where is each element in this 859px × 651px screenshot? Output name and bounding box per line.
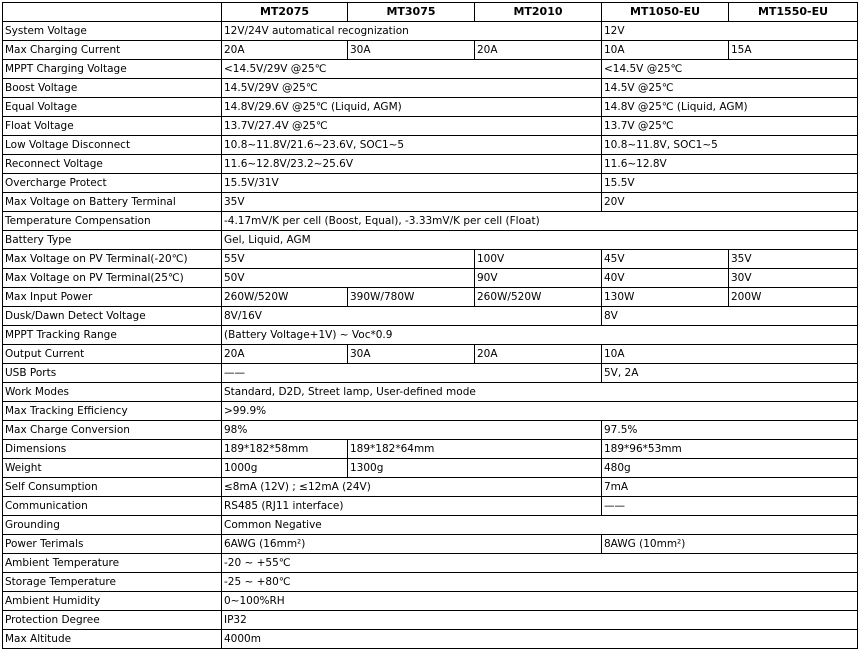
spec-value-cell: 10.8~11.8V/21.6~23.6V, SOC1~5 [222, 136, 602, 155]
spec-table-body [3, 3, 858, 649]
spec-value-cell: 7mA [602, 478, 858, 497]
spec-value-cell: 1300g [348, 459, 602, 478]
spec-value-cell: Common Negative [222, 516, 858, 535]
spec-value-cell: Standard, D2D, Street lamp, User-defined mode [222, 383, 858, 402]
spec-value-cell: 390W/780W [348, 288, 475, 307]
spec-value-cell: -20 ~ +55℃ [222, 554, 858, 573]
spec-row [3, 41, 858, 60]
spec-value-cell: 13.7V/27.4V @25℃ [222, 117, 602, 136]
spec-row [3, 136, 858, 155]
spec-value-cell: 20A [475, 345, 602, 364]
spec-value-cell: >99.9% [222, 402, 858, 421]
spec-value-cell: 10A [602, 41, 729, 60]
spec-value-cell: <14.5V @25℃ [602, 60, 858, 79]
spec-label-cell: Dusk/Dawn Detect Voltage [3, 307, 222, 326]
spec-row [3, 288, 858, 307]
spec-value-cell: 4000m [222, 630, 858, 649]
spec-label-cell: Power Terimals [3, 535, 222, 554]
spec-row [3, 117, 858, 136]
spec-value-cell: 13.7V @25℃ [602, 117, 858, 136]
spec-label-cell: Max Charging Current [3, 41, 222, 60]
spec-row [3, 478, 858, 497]
spec-value-cell: 6AWG (16mm²) [222, 535, 602, 554]
spec-row [3, 98, 858, 117]
spec-value-cell: 12V [602, 22, 858, 41]
spec-label-cell: USB Ports [3, 364, 222, 383]
spec-value-cell: 15.5V/31V [222, 174, 602, 193]
spec-value-cell: 14.5V @25℃ [602, 79, 858, 98]
spec-row [3, 459, 858, 478]
spec-value-cell: 20A [475, 41, 602, 60]
spec-value-cell: 98% [222, 421, 602, 440]
spec-row [3, 212, 858, 231]
spec-row [3, 554, 858, 573]
spec-row [3, 535, 858, 554]
spec-value-cell: 45V [602, 250, 729, 269]
spec-label-cell: Communication [3, 497, 222, 516]
header-corner-cell [3, 3, 222, 22]
spec-row [3, 250, 858, 269]
spec-label-cell: Max Tracking Efficiency [3, 402, 222, 421]
header-model-cell: MT1050-EU [602, 3, 729, 22]
header-model-cell: MT3075 [348, 3, 475, 22]
spec-table [2, 2, 858, 649]
spec-value-cell: 35V [729, 250, 858, 269]
spec-label-cell: Protection Degree [3, 611, 222, 630]
spec-value-cell: 30A [348, 345, 475, 364]
spec-value-cell: 20A [222, 41, 348, 60]
spec-value-cell: 130W [602, 288, 729, 307]
spec-value-cell: —— [602, 497, 858, 516]
spec-row [3, 345, 858, 364]
spec-value-cell: 35V [222, 193, 602, 212]
spec-value-cell: 260W/520W [475, 288, 602, 307]
spec-label-cell: Boost Voltage [3, 79, 222, 98]
spec-value-cell: 189*182*64mm [348, 440, 602, 459]
spec-value-cell: 14.5V/29V @25℃ [222, 79, 602, 98]
header-model-cell: MT2010 [475, 3, 602, 22]
spec-label-cell: Max Voltage on Battery Terminal [3, 193, 222, 212]
spec-value-cell: (Battery Voltage+1V) ~ Voc*0.9 [222, 326, 858, 345]
spec-value-cell: RS485 (RJ11 interface) [222, 497, 602, 516]
spec-value-cell: 15.5V [602, 174, 858, 193]
spec-value-cell: 12V/24V automatical recognization [222, 22, 602, 41]
spec-value-cell: 8V/16V [222, 307, 602, 326]
spec-value-cell: 10.8~11.8V, SOC1~5 [602, 136, 858, 155]
spec-value-cell: 8V [602, 307, 858, 326]
spec-label-cell: Max Altitude [3, 630, 222, 649]
spec-label-cell: Max Charge Conversion [3, 421, 222, 440]
spec-value-cell: 100V [475, 250, 602, 269]
spec-row [3, 402, 858, 421]
spec-value-cell: 20V [602, 193, 858, 212]
spec-value-cell: 11.6~12.8V/23.2~25.6V [222, 155, 602, 174]
spec-label-cell: MPPT Tracking Range [3, 326, 222, 345]
spec-row [3, 22, 858, 41]
spec-value-cell: 14.8V @25℃ (Liquid, AGM) [602, 98, 858, 117]
spec-label-cell: Dimensions [3, 440, 222, 459]
spec-label-cell: Ambient Humidity [3, 592, 222, 611]
spec-label-cell: Overcharge Protect [3, 174, 222, 193]
spec-row [3, 573, 858, 592]
spec-row [3, 79, 858, 98]
spec-label-cell: Max Voltage on PV Terminal(-20℃) [3, 250, 222, 269]
spec-label-cell: Self Consumption [3, 478, 222, 497]
spec-value-cell: 50V [222, 269, 475, 288]
spec-value-cell: 30A [348, 41, 475, 60]
spec-row [3, 383, 858, 402]
spec-value-cell: —— [222, 364, 602, 383]
header-model-cell: MT2075 [222, 3, 348, 22]
spec-row [3, 174, 858, 193]
spec-row [3, 326, 858, 345]
spec-value-cell: 97.5% [602, 421, 858, 440]
spec-label-cell: Work Modes [3, 383, 222, 402]
spec-value-cell: 20A [222, 345, 348, 364]
spec-label-cell: MPPT Charging Voltage [3, 60, 222, 79]
spec-row [3, 497, 858, 516]
spec-value-cell: 11.6~12.8V [602, 155, 858, 174]
spec-value-cell: 480g [602, 459, 858, 478]
spec-value-cell: 15A [729, 41, 858, 60]
spec-label-cell: Battery Type [3, 231, 222, 250]
spec-label-cell: Low Voltage Disconnect [3, 136, 222, 155]
spec-row [3, 592, 858, 611]
spec-value-cell: IP32 [222, 611, 858, 630]
spec-value-cell: 189*182*58mm [222, 440, 348, 459]
spec-label-cell: Float Voltage [3, 117, 222, 136]
spec-value-cell: 5V, 2A [602, 364, 858, 383]
spec-row [3, 611, 858, 630]
spec-row [3, 60, 858, 79]
spec-value-cell: 14.8V/29.6V @25℃ (Liquid, AGM) [222, 98, 602, 117]
spec-value-cell: 189*96*53mm [602, 440, 858, 459]
spec-label-cell: Storage Temperature [3, 573, 222, 592]
spec-label-cell: Temperature Compensation [3, 212, 222, 231]
spec-value-cell: 30V [729, 269, 858, 288]
spec-row [3, 155, 858, 174]
spec-value-cell: 8AWG (10mm²) [602, 535, 858, 554]
spec-value-cell: 0~100%RH [222, 592, 858, 611]
spec-label-cell: Max Voltage on PV Terminal(25℃) [3, 269, 222, 288]
header-model-cell: MT1550-EU [729, 3, 858, 22]
spec-label-cell: Ambient Temperature [3, 554, 222, 573]
spec-value-cell: 1000g [222, 459, 348, 478]
spec-label-cell: Reconnect Voltage [3, 155, 222, 174]
spec-value-cell: 10A [602, 345, 858, 364]
spec-label-cell: Max Input Power [3, 288, 222, 307]
spec-row [3, 516, 858, 535]
spec-row [3, 630, 858, 649]
spec-value-cell: 200W [729, 288, 858, 307]
spec-row [3, 440, 858, 459]
spec-value-cell: -4.17mV/K per cell (Boost, Equal), -3.33mV/K per cell (Float) [222, 212, 858, 231]
spec-value-cell: ≤8mA (12V) ; ≤12mA (24V) [222, 478, 602, 497]
spec-row [3, 269, 858, 288]
spec-row [3, 307, 858, 326]
spec-value-cell: 260W/520W [222, 288, 348, 307]
spec-value-cell: <14.5V/29V @25℃ [222, 60, 602, 79]
spec-value-cell: 40V [602, 269, 729, 288]
spec-row [3, 364, 858, 383]
spec-label-cell: Equal Voltage [3, 98, 222, 117]
spec-value-cell: Gel, Liquid, AGM [222, 231, 858, 250]
spec-label-cell: Grounding [3, 516, 222, 535]
spec-row [3, 193, 858, 212]
spec-label-cell: Weight [3, 459, 222, 478]
spec-value-cell: 90V [475, 269, 602, 288]
spec-row [3, 231, 858, 250]
spec-value-cell: 55V [222, 250, 475, 269]
spec-label-cell: Output Current [3, 345, 222, 364]
header-row [3, 3, 858, 22]
spec-row [3, 421, 858, 440]
spec-label-cell: System Voltage [3, 22, 222, 41]
spec-value-cell: -25 ~ +80℃ [222, 573, 858, 592]
